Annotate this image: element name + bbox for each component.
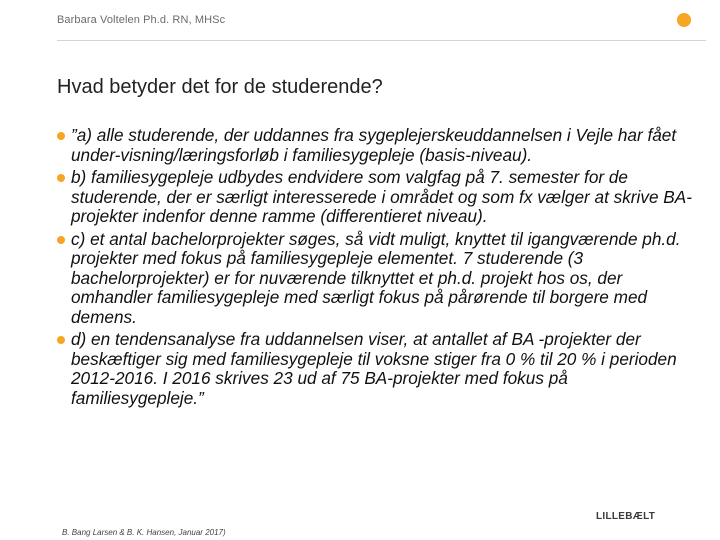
bullet-item-c [57, 230, 697, 328]
bullet-text: d) en tendensanalyse fra uddannelsen viser, at antallet af BA -projekter der beskæftiger sig med familiesygepleje til voksne stiger fra 0 % til 20 % i perioden 2012-2016. I 2016 skrives 23 ud af 75 BA-projekter med fokus på familiesygepleje.” [71, 329, 677, 408]
bullet-dot-icon [57, 132, 65, 140]
bullet-text: ”a) alle studerende, der uddannes fra sygeplejerskeuddannelsen i Vejle har fået under-visning/læringsforløb i familiesygepleje (basis-niveau). [71, 125, 677, 165]
header-divider [57, 40, 706, 41]
bullet-list [57, 126, 697, 411]
bullet-dot-icon [57, 336, 65, 344]
footer-citation: B. Bang Larsen & B. K. Hansen, Januar 2017) [62, 528, 226, 537]
slide-title: Hvad betyder det for de studerende? [57, 76, 383, 98]
bullet-item-a [57, 126, 697, 165]
author-header: Barbara Voltelen Ph.d. RN, MHSc [57, 14, 226, 26]
bullet-dot-icon [57, 174, 65, 182]
bullet-text: c) et antal bachelorprojekter søges, så vidt muligt, knyttet til igangværende ph.d. projekter med fokus på familiesygepleje elementet. 7 studerende (3 bachelorprojekter) er for nuværende tilknyttet et ph.d. projekt hos os, der omhandler familiesygepleje med særligt fokus på pårørende til borgere med demens. [71, 228, 681, 327]
bullet-item-b [57, 168, 697, 227]
bullet-item-d [57, 330, 697, 408]
accent-dot-icon [677, 13, 691, 27]
bullet-dot-icon [57, 236, 65, 244]
institution-logo: LILLEBÆLT [596, 511, 656, 522]
bullet-text: b) familiesygepleje udbydes endvidere som valgfag på 7. semester for de studerende, der er særligt interesserede i området og som fx vælger at skrive BA-projekter indenfor denne ramme (differentieret niveau). [71, 167, 692, 226]
